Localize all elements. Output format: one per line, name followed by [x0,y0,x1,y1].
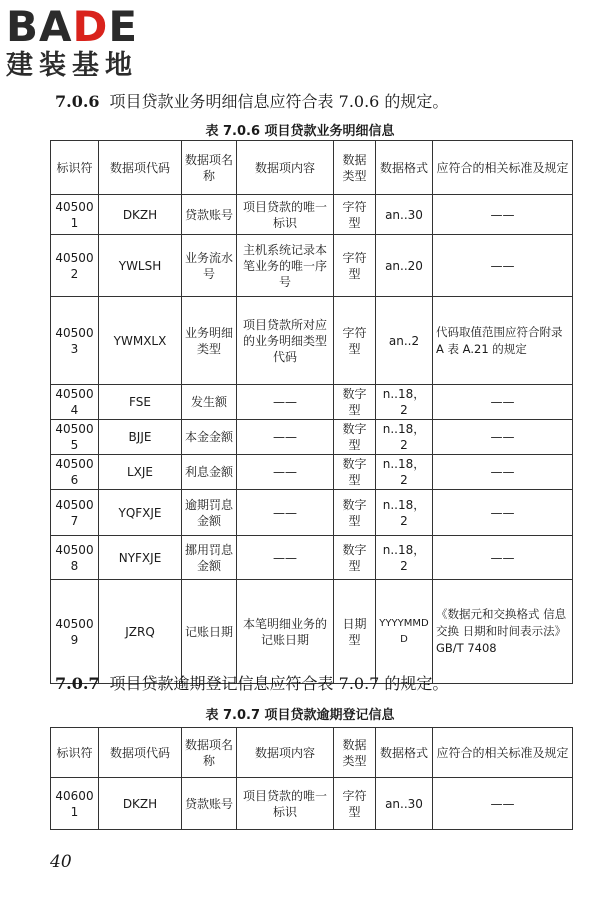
cell-id: 405005 [51,420,99,455]
table-row [51,490,573,536]
table-7-0-6 [50,140,573,684]
header-cell: 数据格式 [376,728,433,778]
cell-type: 字符型 [334,195,376,235]
cell-content: 本笔明细业务的记账日期 [237,580,334,684]
cell-id: 405006 [51,455,99,490]
clause-7-0-7 [55,674,448,694]
cell-code: YWLSH [99,235,182,297]
header-cell: 数据类型 [334,728,376,778]
cell-type: 数字型 [334,455,376,490]
cell-id: 405007 [51,490,99,536]
clause-number: 7.0.7 [55,674,100,693]
header-cell: 应符合的相关标准及规定 [433,728,573,778]
cell-id: 405001 [51,195,99,235]
cell-code: BJJE [99,420,182,455]
cell-code: JZRQ [99,580,182,684]
header-cell: 数据项内容 [237,728,334,778]
cell-code: FSE [99,385,182,420]
cell-type: 数字型 [334,385,376,420]
cell-format: n..18，2 [376,490,433,536]
table-7-0-7 [50,727,573,830]
cell-code: LXJE [99,455,182,490]
logo-brand-accent: D [72,2,109,51]
cell-standard: 代码取值范围应符合附录 A 表 A.21 的规定 [433,297,573,385]
cell-format: an..30 [376,778,433,830]
cell-type: 字符型 [334,778,376,830]
table-header-row [51,141,573,195]
clause-text: 项目贷款业务明细信息应符合表 7.0.6 的规定。 [109,92,449,111]
cell-content: —— [237,490,334,536]
cell-name: 业务流水号 [182,235,237,297]
cell-name: 业务明细类型 [182,297,237,385]
cell-content: —— [237,455,334,490]
cell-format: n..18，2 [376,420,433,455]
cell-standard: —— [433,385,573,420]
logo-chinese: 建装基地 [6,50,138,81]
clause-text: 项目贷款逾期登记信息应符合表 7.0.7 的规定。 [109,674,449,693]
header-cell: 数据项内容 [237,141,334,195]
cell-code: DKZH [99,778,182,830]
header-cell: 标识符 [51,728,99,778]
cell-content: —— [237,536,334,580]
cell-format: an..30 [376,195,433,235]
clause-number: 7.0.6 [55,92,100,111]
table-header-row [51,728,573,778]
cell-type: 字符型 [334,235,376,297]
table-row [51,420,573,455]
bade-logo [6,4,181,96]
cell-code: YQFXJE [99,490,182,536]
cell-id: 405002 [51,235,99,297]
cell-format: an..20 [376,235,433,297]
table-row [51,235,573,297]
header-cell: 应符合的相关标准及规定 [433,141,573,195]
cell-id: 405008 [51,536,99,580]
cell-id: 405003 [51,297,99,385]
cell-code: YWMXLX [99,297,182,385]
table-row [51,297,573,385]
cell-format: n..18，2 [376,536,433,580]
cell-standard: —— [433,420,573,455]
table-caption-7-0-6: 表 7.0.6 项目贷款业务明细信息 [205,124,395,139]
cell-type: 字符型 [334,297,376,385]
page-number: 40 [50,852,72,872]
table-row [51,195,573,235]
cell-type: 数字型 [334,420,376,455]
header-cell: 数据项代码 [99,728,182,778]
cell-standard: —— [433,778,573,830]
cell-standard: 《数据元和交换格式 信息交换 日期和时间表示法》GB/T 7408 [433,580,573,684]
cell-standard: —— [433,455,573,490]
cell-name: 利息金额 [182,455,237,490]
cell-content: 项目贷款的唯一标识 [237,195,334,235]
cell-type: 数字型 [334,536,376,580]
cell-content: —— [237,420,334,455]
cell-name: 记账日期 [182,580,237,684]
header-cell: 标识符 [51,141,99,195]
cell-id: 405004 [51,385,99,420]
cell-standard: —— [433,235,573,297]
cell-standard: —— [433,490,573,536]
cell-content: —— [237,385,334,420]
header-cell: 数据类型 [334,141,376,195]
cell-id: 405009 [51,580,99,684]
cell-name: 贷款账号 [182,195,237,235]
cell-content: 项目贷款的唯一标识 [237,778,334,830]
logo-brand-suffix: E [108,2,139,51]
clause-7-0-6 [55,92,448,112]
cell-format: YYYYMMDD [376,580,433,684]
cell-name: 逾期罚息金额 [182,490,237,536]
header-cell: 数据项名称 [182,728,237,778]
cell-format: n..18，2 [376,385,433,420]
logo-brand-prefix: BA [6,2,73,51]
cell-code: NYFXJE [99,536,182,580]
cell-name: 贷款账号 [182,778,237,830]
cell-format: an..2 [376,297,433,385]
cell-format: n..18，2 [376,455,433,490]
table-row [51,385,573,420]
cell-content: 主机系统记录本笔业务的唯一序号 [237,235,334,297]
table-row [51,455,573,490]
header-cell: 数据项名称 [182,141,237,195]
cell-type: 数字型 [334,490,376,536]
table-row [51,778,573,830]
cell-content: 项目贷款所对应的业务明细类型代码 [237,297,334,385]
table-caption-7-0-7: 表 7.0.7 项目贷款逾期登记信息 [205,708,395,723]
cell-code: DKZH [99,195,182,235]
cell-standard: —— [433,195,573,235]
cell-name: 发生额 [182,385,237,420]
header-cell: 数据项代码 [99,141,182,195]
header-cell: 数据格式 [376,141,433,195]
cell-id: 406001 [51,778,99,830]
cell-standard: —— [433,536,573,580]
cell-name: 挪用罚息金额 [182,536,237,580]
table-row [51,536,573,580]
cell-name: 本金金额 [182,420,237,455]
table-row [51,580,573,684]
logo-brand [6,4,181,50]
cell-type: 日期型 [334,580,376,684]
